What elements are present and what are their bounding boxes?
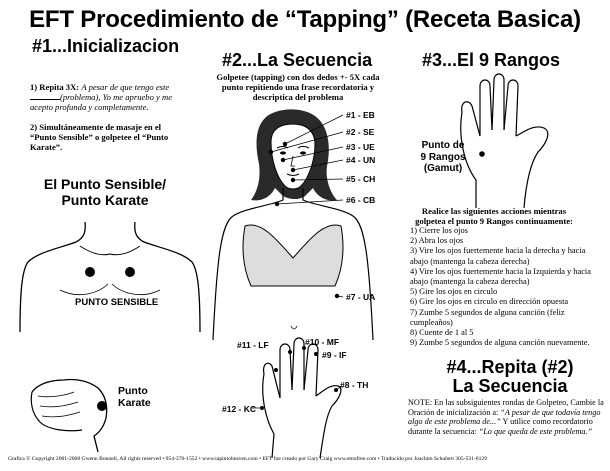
step1-italic-b: (problema) (60, 92, 99, 102)
section3-heading: #3...El 9 Rangos (422, 50, 561, 70)
section4-note (408, 398, 604, 436)
point-un: #4 - UN (346, 155, 376, 165)
point-th: #8 - TH (340, 380, 369, 390)
karate-hand-illustration (28, 362, 128, 452)
chest-label: PUNTO SENSIBLE (75, 297, 159, 308)
list-item: 7) Zumbe 5 segundos de alguna canción (feliz cumpleaños) (410, 307, 565, 327)
section1-subheading (35, 176, 175, 208)
footer: Grafica © Copyright 2001-2008 Gwenn Bonnell, All rights reserved • 954-370-1552 • www.tapintoheaven.com • EFT fue creado por Gary Craig www.emofree.com • Traducido por Joachim Schubert 305-531-8129 (8, 456, 488, 462)
point-ue: #3 - UE (346, 142, 375, 152)
list-item: 2) Abra los ojos (410, 236, 464, 246)
gamut-point (479, 151, 485, 157)
list-item: 8) Cuente de 1 al 5 (410, 328, 474, 338)
section4-heading-line1: #4...Repita (#2) (446, 357, 574, 377)
list-item: 5) Gire los ojos en circulo (410, 287, 498, 297)
note-italic-a: “A pesar de que todavía tengo algo de este problema de...” (408, 407, 601, 427)
point-cb: #6 - CB (346, 195, 376, 205)
section1-step2: 2) Simultáneamente de masaje en el “Punto Sensible” o golpetee el “Punto Karate”. (30, 122, 169, 152)
section4-heading (420, 358, 600, 396)
list-item: 3) Vire los ojos fuertemente hacia la derecha y hacia abajo (mantenga la cabeza derecha) (410, 246, 586, 266)
point-if: #9 - IF (322, 350, 347, 360)
section3-intro: Realice las siguientes acciones mientras golpetea el punto 9 Rangos continuamente: (415, 206, 573, 226)
section4-heading-line2: La Secuencia (452, 376, 568, 396)
subheading-line2: Punto Karate (61, 192, 149, 208)
blank-line (30, 92, 60, 100)
note-text-a: NOTE: En las subsiguientes rondas de Golpeteo, Cambie la Oración de inicialización a: (408, 398, 604, 417)
section1-heading: #1...Inicializacion (32, 36, 180, 56)
point-ch: #5 - CH (346, 174, 376, 184)
note-text-b: Y utilice como recordatorio durante la secuencia: (408, 417, 593, 436)
subheading-line1: El Punto Sensible/ (43, 176, 167, 192)
list-item: 1) Cierre los ojos (410, 226, 468, 235)
section3-steps (410, 226, 598, 348)
karate-label-line2: Karate (118, 397, 151, 409)
gamut-label-line3: (Gamut) (423, 163, 463, 174)
karate-point (97, 401, 107, 411)
gamut-label-line1: Punto de (421, 140, 465, 151)
karate-label (118, 385, 151, 409)
section2-heading: #2...La Secuencia (222, 50, 373, 70)
point-kc: #12 - KC (222, 404, 257, 414)
karate-label-line1: Punto (118, 385, 148, 397)
section2-instruction: Golpetee (tapping) con dos dedos +- 5X cada punto repitiendo una frase recordatoria y descriptica del problema (216, 72, 380, 102)
page-title: EFT Procedimiento de “Tapping” (Receta Basica) (29, 6, 581, 33)
sore-spot-right (125, 267, 135, 277)
note-italic-b: “Lo que queda de este problema.” (478, 426, 593, 436)
point-mf: #10 - MF (305, 337, 340, 347)
step1-prefix: 1) Repita 3X: (30, 82, 82, 92)
chest-illustration (20, 222, 200, 332)
list-item: 6) Gire los ojos en circulo en dirección opuesta (410, 297, 569, 307)
point-eb: #1 - EB (346, 110, 375, 120)
gamut-label-line2: 9 Rangos (420, 151, 466, 163)
sore-spot-left (85, 267, 95, 277)
point-lf: #11 - LF (237, 340, 269, 350)
gamut-label (406, 140, 480, 175)
list-item: 4) Vire los ojos fuertemente hacia la Izquierda y hacia abajo (mantenga la cabeza derecha) (410, 266, 591, 287)
section1-step1 (30, 82, 190, 112)
point-ua: #7 - UA (346, 292, 376, 302)
step1-italic-c: , Yo me apruebo y me acepto profunda y completamente. (30, 92, 173, 112)
point-se: #2 - SE (346, 127, 375, 137)
step1-italic-a: A pesar de que tengo este (81, 82, 170, 92)
list-item: 9) Zumbe 5 segundos de alguna canción nuevamente. (410, 338, 590, 348)
